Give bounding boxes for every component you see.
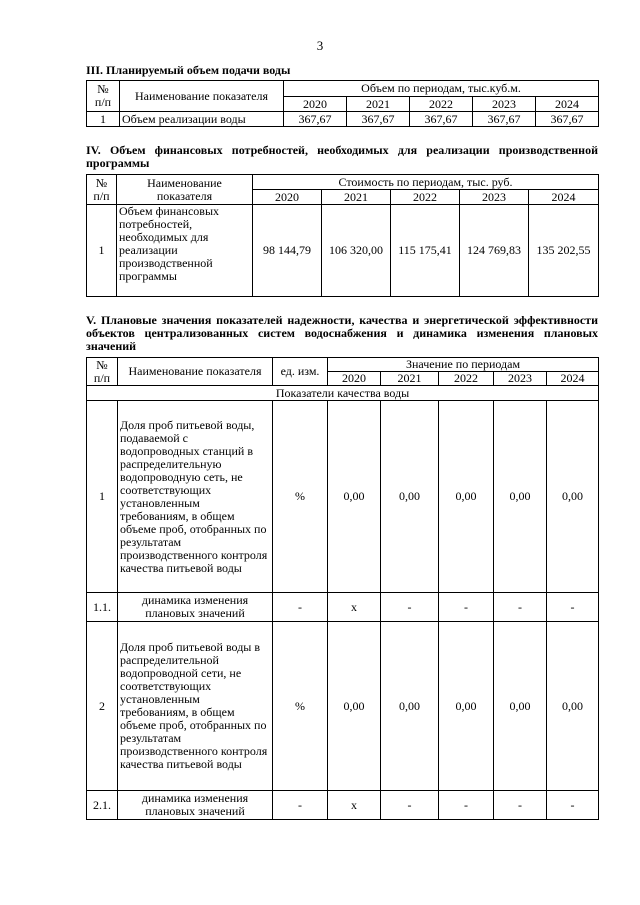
header-year: 2021 (347, 97, 410, 112)
row-num: 1 (87, 205, 117, 297)
row-value: 0,00 (547, 401, 599, 593)
table-row (87, 622, 599, 791)
table-row (87, 205, 599, 297)
financial-needs-table (86, 174, 599, 297)
header-periods: Значение по периодам (328, 358, 599, 372)
header-num: № п/п (87, 81, 120, 112)
row-value: - (381, 791, 439, 820)
header-num: № п/п (87, 358, 118, 386)
header-year: 2022 (439, 372, 494, 386)
page-number: 3 (316, 38, 324, 53)
header-year: 2020 (284, 97, 347, 112)
row-value: 0,00 (494, 622, 547, 791)
row-value: 0,00 (439, 622, 494, 791)
row-value: 98 144,79 (253, 205, 322, 297)
row-value: 0,00 (381, 622, 439, 791)
table-row (87, 593, 599, 622)
section4-heading: IV. Объем финансовых потребностей, необходимых для реализации производственной программы (86, 143, 598, 170)
header-year: 2020 (253, 190, 322, 205)
row-num: 1 (87, 112, 120, 127)
row-value: 367,67 (284, 112, 347, 127)
row-value: - (494, 791, 547, 820)
header-year: 2021 (381, 372, 439, 386)
row-value: 106 320,00 (322, 205, 391, 297)
row-value: 0,00 (494, 401, 547, 593)
table-row (87, 791, 599, 820)
row-num: 2 (87, 622, 118, 791)
row-name: динамика изменения плановых значений (118, 791, 273, 820)
row-value: 135 202,55 (529, 205, 599, 297)
row-value: 0,00 (439, 401, 494, 593)
header-periods: Стоимость по периодам, тыс. руб. (253, 175, 599, 190)
supply-volume-table (86, 80, 599, 127)
header-name: Наименование показателя (118, 358, 273, 386)
header-name: Наименование показателя (117, 175, 253, 205)
row-name: Объем реализации воды (120, 112, 284, 127)
reliability-indicators-table (86, 357, 599, 820)
row-value: - (439, 791, 494, 820)
row-value: - (381, 593, 439, 622)
row-unit: - (273, 593, 328, 622)
row-name: Доля проб питьевой воды в распределительной водопроводной сети, не соответствующих установленным требованиям, в общем объеме проб, отобранных по результатам производственного контроля качества питьевой воды (118, 622, 273, 791)
row-num: 1.1. (87, 593, 118, 622)
row-value: - (494, 593, 547, 622)
row-value: 0,00 (381, 401, 439, 593)
row-name: Объем финансовых потребностей, необходимых для реализации производственной программы (117, 205, 253, 297)
row-value: 367,67 (347, 112, 410, 127)
header-year: 2020 (328, 372, 381, 386)
row-name: динамика изменения плановых значений (118, 593, 273, 622)
row-value: 124 769,83 (460, 205, 529, 297)
row-name: Доля проб питьевой воды, подаваемой с водопроводных станций в распределительную водопроводную сеть, не соответствующих установленным требованиям, в общем объеме проб, отобранных по результатам производственного контроля качества питьевой воды (118, 401, 273, 593)
header-year: 2023 (473, 97, 536, 112)
row-value: 115 175,41 (391, 205, 460, 297)
row-value: - (439, 593, 494, 622)
header-name: Наименование показателя (120, 81, 284, 112)
row-unit: % (273, 401, 328, 593)
row-num: 1 (87, 401, 118, 593)
row-value: 367,67 (410, 112, 473, 127)
row-value: 0,00 (547, 622, 599, 791)
row-value: 367,67 (473, 112, 536, 127)
row-value: 0,00 (328, 622, 381, 791)
row-value: x (328, 791, 381, 820)
header-year: 2023 (460, 190, 529, 205)
header-year: 2022 (391, 190, 460, 205)
header-unit: ед. изм. (273, 358, 328, 386)
row-value: - (547, 593, 599, 622)
header-year: 2024 (529, 190, 599, 205)
section3-heading: III. Планируемый объем подачи воды (86, 63, 291, 77)
header-periods: Объем по периодам, тыс.куб.м. (284, 81, 599, 97)
row-value: 0,00 (328, 401, 381, 593)
header-year: 2023 (494, 372, 547, 386)
section5-heading: V. Плановые значения показателей надежности, качества и энергетической эффективности объектов централизованных систем водоснабжения и динамика изменения плановых значений (86, 313, 598, 353)
row-num: 2.1. (87, 791, 118, 820)
header-year: 2024 (547, 372, 599, 386)
row-value: 367,67 (536, 112, 599, 127)
header-year: 2024 (536, 97, 599, 112)
row-value: x (328, 593, 381, 622)
row-unit: % (273, 622, 328, 791)
header-num: № п/п (87, 175, 117, 205)
header-year: 2021 (322, 190, 391, 205)
group-label: Показатели качества воды (87, 386, 599, 401)
row-value: - (547, 791, 599, 820)
table-row (87, 401, 599, 593)
row-unit: - (273, 791, 328, 820)
table-row (87, 112, 599, 127)
header-year: 2022 (410, 97, 473, 112)
